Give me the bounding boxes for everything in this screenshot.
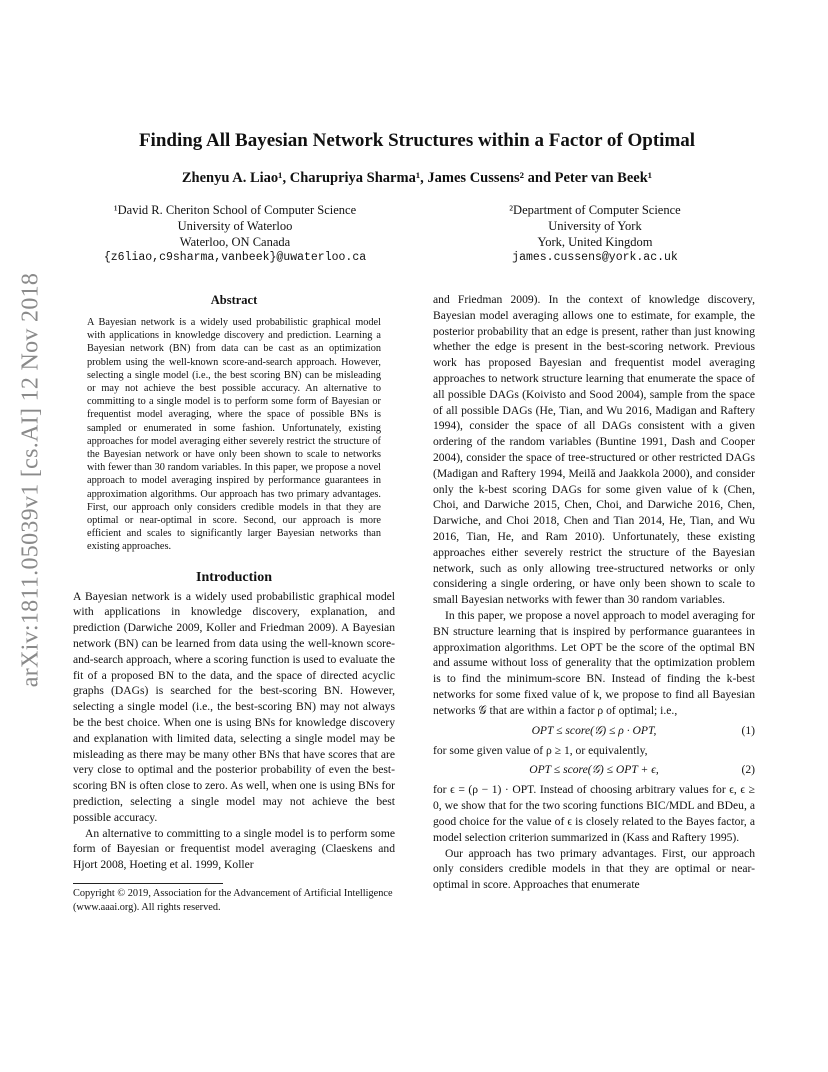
equation-1	[433, 719, 755, 743]
affiliation-waterloo	[70, 202, 400, 266]
intro-paragraph-6: Our approach has two primary advantages. First, our approach only considers credible models in that they are optimal or near-optimal in score. Approaches that enumerate	[433, 846, 755, 892]
equation-2	[433, 758, 755, 782]
equation-1-body: OPT ≤ score(𝒢) ≤ ρ · OPT,	[531, 723, 657, 737]
arxiv-identifier	[13, 272, 49, 688]
abstract-heading: Abstract	[210, 293, 258, 307]
author-list: Zhenyu A. Liao¹, Charupriya Sharma¹, James Cussens² and Peter van Beek¹	[181, 170, 653, 186]
affiliation-line: University of York	[548, 219, 642, 233]
affiliation-line: ¹David R. Cheriton School of Computer Science	[113, 203, 357, 217]
left-column	[73, 293, 395, 914]
paper-title: Finding All Bayesian Network Structures within a Factor of Optimal	[138, 130, 696, 151]
intro-paragraph-5: for ϵ = (ρ − 1) · OPT. Instead of choosing arbitrary values for ϵ, ϵ ≥ 0, we show that for the two scoring functions BIC/MDL and BDeu, a good choice for the value of ϵ is closely related to the Bayes factor, a model selection criterion summarized in (Kass and Raftery 1995).	[433, 783, 755, 844]
introduction-heading: Introduction	[196, 569, 272, 585]
arxiv-identifier-text: arXiv:1811.05039v1 [cs.AI] 12 Nov 2018	[17, 272, 44, 688]
affiliation-email: james.cussens@york.ac.uk	[512, 251, 678, 264]
intro-paragraph-4: for some given value of ρ ≥ 1, or equivalently,	[433, 743, 648, 757]
affiliation-line: York, United Kingdom	[537, 235, 653, 249]
equation-2-number: (2)	[741, 763, 755, 777]
right-column	[433, 292, 755, 893]
abstract-text: A Bayesian network is a widely used probabilistic graphical model with applications in knowledge discovery and prediction. Learning a Bayesian network (BN) from data can be cast as an optimization problem using the well-known score-and-search approach. However, selecting a single model (i.e., the best scoring BN) can be misleading or may not achieve the best possible accuracy. An alternative to committing to a single model is to perform some form of Bayesian or frequentist model averaging, where the space of possible BNs is sampled or enumerated in some fashion. Unfortunately, existing approaches for model averaging either severely restrict the structure of the Bayesian network or have only been shown to scale to networks with fewer than 30 random variables. In this paper, we propose a novel approach to model averaging inspired by performance guarantees in approximation algorithms. Our approach has two primary advantages. First, our approach only considers credible models in that they are optimal or near-optimal in score. Second, our approach is more efficient and scales to significantly larger Bayesian networks than existing approaches.	[87, 317, 381, 553]
equation-2-body: OPT ≤ score(𝒢) ≤ OPT + ϵ,	[529, 763, 659, 777]
intro-paragraph-3: In this paper, we propose a novel approach to model averaging for BN structure learning that is inspired by performance guarantees in approximation algorithms. Let OPT be the score of the optimal BN and assume without loss of generality that the optimization problem is to find the minimum-score BN. Instead of finding the k-best networks for some fixed value of k, we propose to find all Bayesian networks 𝒢 that are within a factor ρ of optimal; i.e.,	[433, 608, 755, 717]
intro-paragraph-2-continued: and Friedman 2009). In the context of knowledge discovery, Bayesian model averaging allows one to estimate, for example, the posterior probability that an edge is present, rather than just knowing whether the edge is present in the best-scoring network. Previous work has proposed Bayesian and frequentist model averaging approaches to network structure learning that enumerate the space of all possible DAGs (Koivisto and Sood 2004), sample from the space of all possible DAGs (He, Tian, and Wu 2016, Madigan and Raftery 1994), consider the space of all DAGs consistent with a given ordering of the random variables (Buntine 1991, Dash and Cooper 2004), consider the space of tree-structured or other restricted DAGs (Madigan and Raftery 1994, Meilă and Jaakkola 2000), and consider only the k-best scoring DAGs for some given value of k (Chen, Choi, and Darwiche 2015, Chen, Choi, and Darwiche 2016, Chen, Darwiche, and Choi 2018, Chen and Tian 2014, He, Tian, and Wu 2016, Tian, He, and Ram 2010). Unfortunately, these existing approaches either severely restrict the structure of the Bayesian network, such as only allowing tree-structured networks or only considering a single ordering, or have only been shown to scale to small Bayesian networks with fewer than 30 random variables.	[433, 293, 755, 607]
equation-1-number: (1)	[741, 723, 755, 737]
intro-paragraph-2: An alternative to committing to a single model is to perform some form of Bayesian or frequentist model averaging (Claeskens and Hjort 2008, Hoeting et al. 1999, Koller	[73, 826, 395, 872]
affiliation-york	[430, 202, 760, 266]
intro-paragraph-1: A Bayesian network is a widely used probabilistic graphical model with applications in knowledge discovery, explanation, and prediction (Darwiche 2009, Koller and Friedman 2009). A Bayesian network (BN) can be learned from data using the well-known score-and-search approach, where a scoring function is used to evaluate the fit of a proposed BN to the data, and the space of directed acyclic graphs (DAGs) is searched for the best-scoring BN. However, selecting a single model (i.e., the best-scoring BN) may not always be the best choice. When one is using BNs for knowledge discovery and explanation with limited data, selecting a single model may be misleading as there may be many other BNs that have scores that are very close to optimal and the posterior probability of even the best-scoring BN is often close to zero. As well, when one is using BNs for prediction, selecting a single model may not achieve the best possible accuracy.	[73, 589, 396, 824]
affiliation-line: Waterloo, ON Canada	[179, 235, 291, 249]
affiliation-line: University of Waterloo	[177, 219, 293, 233]
footnote-rule	[73, 883, 223, 884]
affiliation-line: ²Department of Computer Science	[509, 203, 681, 217]
copyright-notice: Copyright © 2019, Association for the Advancement of Artificial Intelligence (www.aaai.org). All rights reserved.	[73, 888, 393, 913]
affiliation-email: {z6liao,c9sharma,vanbeek}@uwaterloo.ca	[103, 251, 367, 264]
